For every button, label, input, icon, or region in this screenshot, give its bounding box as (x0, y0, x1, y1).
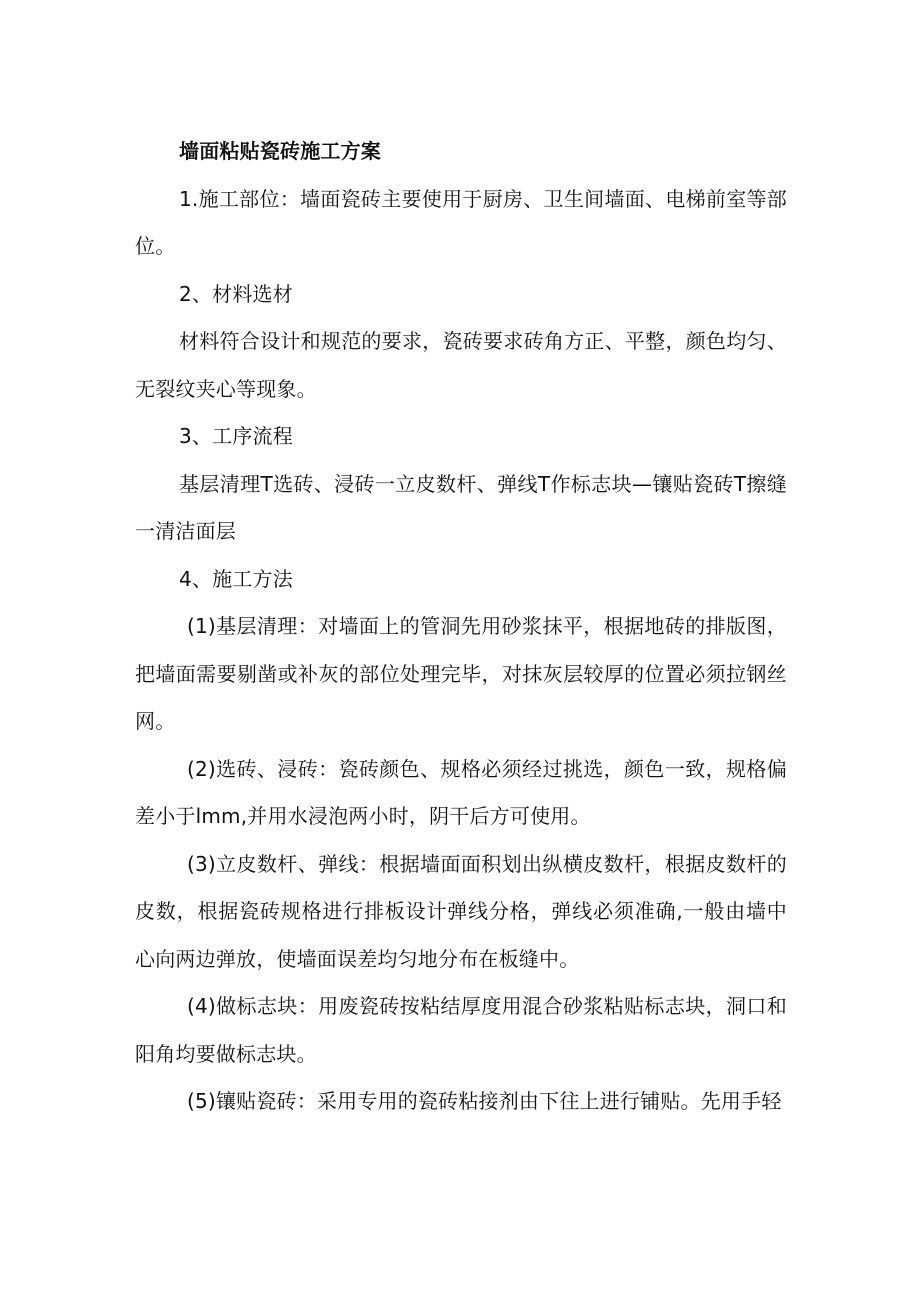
paragraph-construction-location: 1.施工部位：墙面瓷砖主要使用于厨房、卫生间墙面、电梯前室等部位。 (135, 186, 787, 258)
paragraph-process-flow: 基层清理T选砖、浸砖一立皮数杆、弹线T作标志块—镶贴瓷砖T擦缝一清洁面层 (135, 471, 787, 543)
paragraph-course-rod-lines: (3)立皮数杆、弹线：根据墙面面积划出纵横皮数杆，根据皮数杆的皮数，根据瓷砖规格进行排板设计弹线分格，弹线必须准确,一般由墙中心向两边弹放，使墙面误差均匀地分布在板缝中。 (135, 851, 787, 971)
paragraph-tile-selection: (2)选砖、浸砖：瓷砖颜色、规格必须经过挑选，颜色一致，规格偏差小于lmm,并用水浸泡两小时，阴干后方可使用。 (135, 756, 787, 828)
paragraph-tile-laying: (5)镶贴瓷砖：采用专用的瓷砖粘接剂由下往上进行铺贴。先用手轻 (187, 1089, 782, 1113)
document-title: 墙面粘贴瓷砖施工方案 (179, 139, 381, 163)
paragraph-marker-blocks: (4)做标志块：用废瓷砖按粘结厚度用混合砂浆粘贴标志块，洞口和阳角均要做标志块。 (135, 994, 787, 1066)
heading-process-flow: 3、工序流程 (179, 424, 293, 448)
document-body (135, 128, 787, 1126)
heading-construction-method: 4、施工方法 (179, 566, 293, 591)
paragraph-material-requirements: 材料符合设计和规范的要求，瓷砖要求砖角方正、平整，颜色均匀、无裂纹夹心等现象。 (135, 329, 787, 401)
heading-material-selection: 2、材料选材 (179, 281, 293, 306)
paragraph-base-cleaning: (1)基层清理：对墙面上的管洞先用砂浆抹平，根据地砖的排版图，把墙面需要剔凿或补灰的部位处理完毕，对抹灰层较厚的位置必须拉钢丝网。 (135, 614, 787, 733)
